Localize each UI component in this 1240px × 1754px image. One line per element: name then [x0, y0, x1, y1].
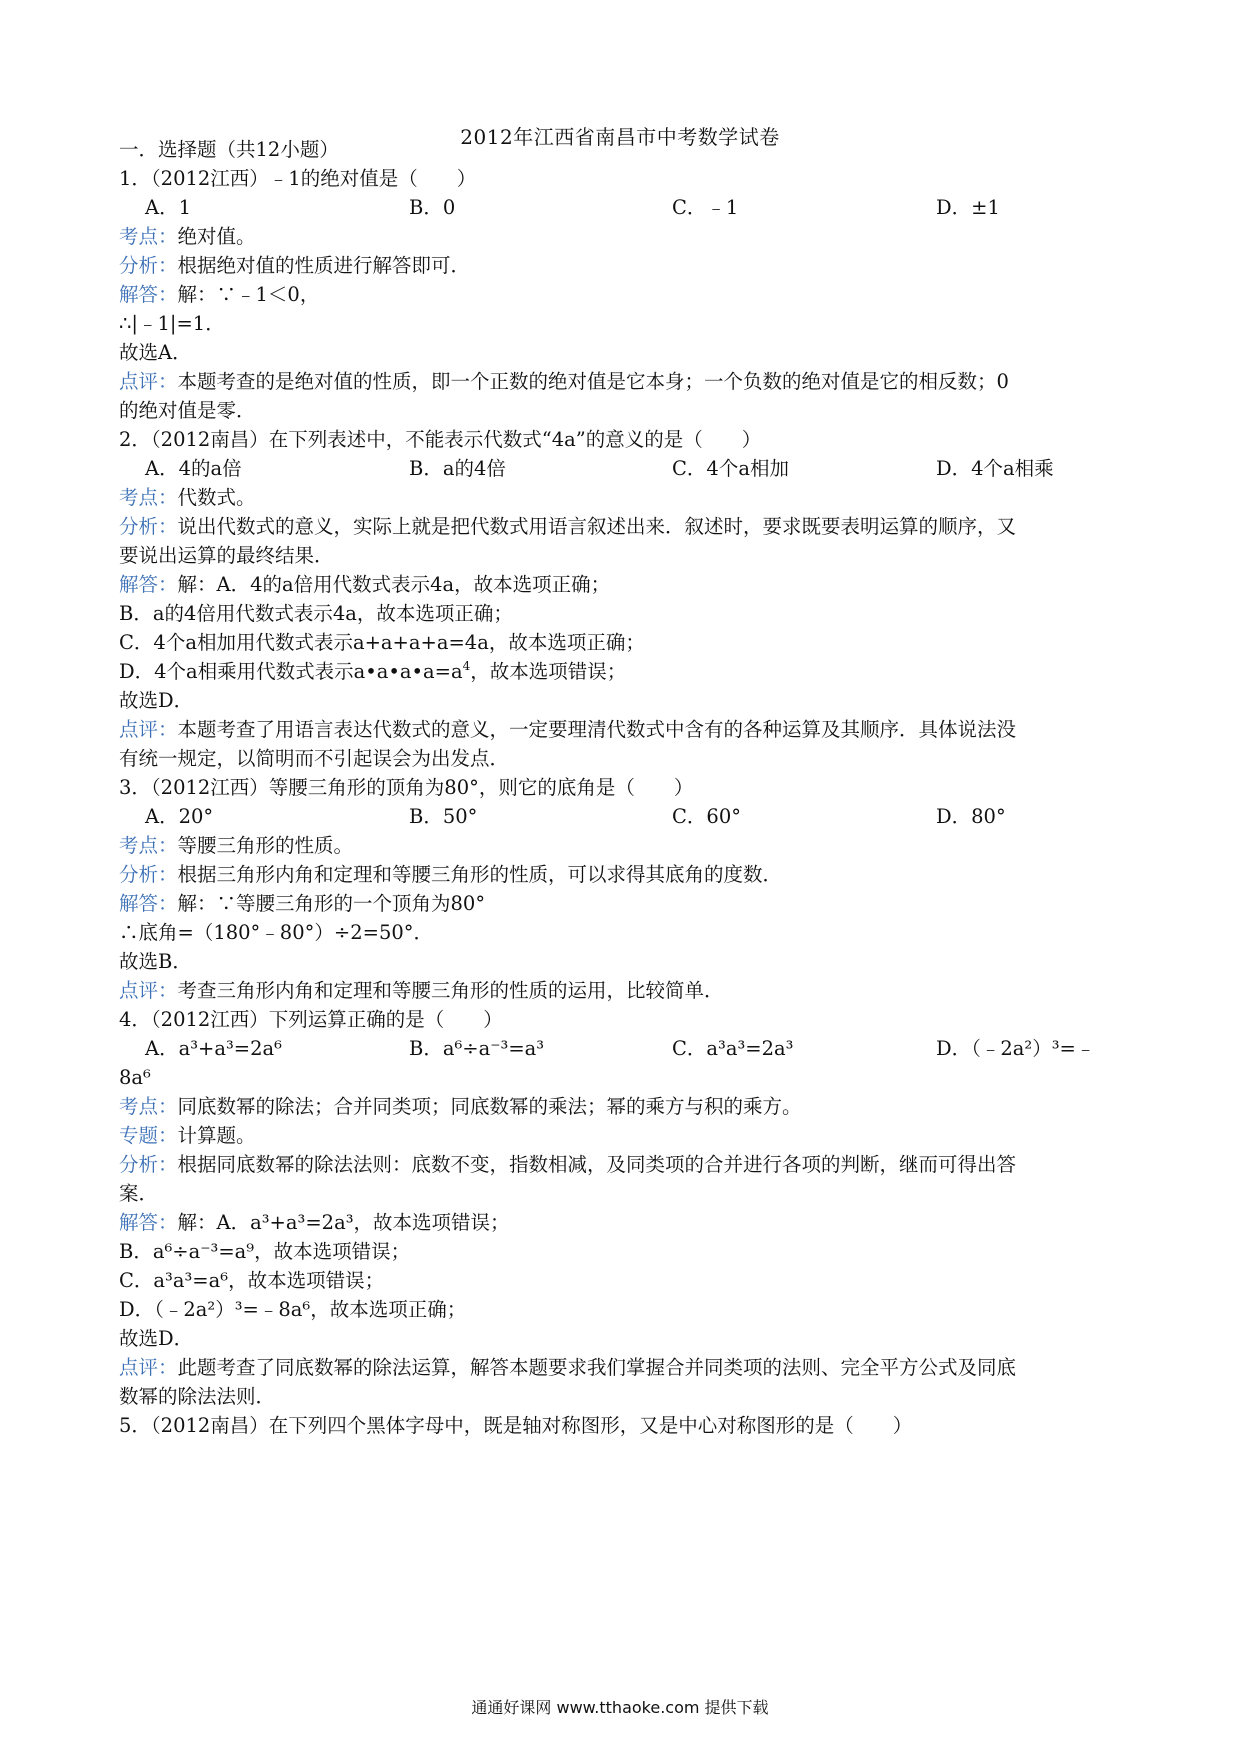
q4-option-b: B．a⁶÷a⁻³=a³	[409, 1037, 545, 1060]
q2-fenxi-cont: 要说出运算的最终结果．	[119, 544, 334, 567]
q2-option-b: B．a的4倍	[409, 457, 506, 480]
q4-jieda	[119, 1207, 1129, 1239]
q4-answer: 故选D．	[119, 1327, 194, 1350]
jieda-label: 解答：	[119, 1211, 178, 1234]
q1-fenxi	[119, 250, 1129, 282]
fenxi-label: 分析：	[119, 863, 178, 886]
q3-jieda	[119, 888, 1129, 920]
dianping-label: 点评：	[119, 1356, 178, 1379]
section-header: 一．选择题（共12小题）	[119, 138, 339, 161]
q1-option-a: A．1	[145, 196, 191, 219]
q3-fenxi	[119, 859, 1129, 891]
q1-dianping-text: 本题考查的是绝对值的性质，即一个正数的绝对值是它本身；一个负数的绝对值是它的相反数；0	[177, 370, 1009, 393]
q4-solution-c: C．a³a³=a⁶，故本选项错误；	[119, 1269, 385, 1292]
q2-kaodian	[119, 482, 1129, 514]
q1-option-d: D．±1	[936, 196, 1000, 219]
q3-option-d: D．80°	[936, 805, 1006, 828]
q3-dianping-text: 考查三角形内角和定理和等腰三角形的性质的运用，比较简单．	[177, 979, 724, 1002]
q1-kaodian-text: 绝对值。	[177, 225, 256, 248]
dianping-label: 点评：	[119, 979, 178, 1002]
q4-dianping-text: 此题考查了同底数幂的除法运算，解答本题要求我们掌握合并同类项的法则、完全平方公式及同底	[177, 1356, 1017, 1379]
q2-dianping	[119, 714, 1129, 746]
page-title: 2012年江西省南昌市中考数学试卷	[460, 125, 780, 149]
q3-kaodian	[119, 830, 1129, 862]
q3-dianping	[119, 975, 1129, 1007]
page-footer: 通通好课网 www.tthaoke.com 提供下载	[471, 1698, 769, 1717]
q4-solution-d: D．（﹣2a²）³=﹣8a⁶，故本选项正确；	[119, 1298, 467, 1321]
q4-jieda-text: 解：A．a³+a³=2a³，故本选项错误；	[177, 1211, 510, 1234]
q2-solution-d-text: D．4个a相乘用代数式表示a•a•a•a=a	[119, 660, 463, 683]
kaodian-label: 考点：	[119, 1095, 178, 1118]
q1-solution-line: ∴|﹣1|=1．	[119, 312, 225, 335]
q1-dianping	[119, 366, 1129, 398]
q4-dianping	[119, 1352, 1129, 1384]
fenxi-label: 分析：	[119, 1153, 178, 1176]
q4-zhuanti	[119, 1120, 1129, 1152]
q2-fenxi	[119, 511, 1129, 543]
q2-kaodian-text: 代数式。	[177, 486, 256, 509]
q3-option-a: A．20°	[145, 805, 214, 828]
kaodian-label: 考点：	[119, 834, 178, 857]
q2-jieda	[119, 569, 1129, 601]
q2-solution-c: C．4个a相加用代数式表示a+a+a+a=4a，故本选项正确；	[119, 631, 645, 654]
kaodian-label: 考点：	[119, 486, 178, 509]
q1-kaodian	[119, 221, 1129, 253]
q4-stem: 4．（2012江西）下列运算正确的是（ ）	[119, 1008, 503, 1031]
q2-dianping-cont: 有统一规定，以简明而不引起误会为出发点．	[119, 747, 510, 770]
q1-stem: 1．（2012江西）﹣1的绝对值是（ ）	[119, 167, 477, 190]
dianping-label: 点评：	[119, 370, 178, 393]
q3-stem: 3．（2012江西）等腰三角形的顶角为80°，则它的底角是（ ）	[119, 776, 694, 799]
q2-jieda-text: 解：A．4的a倍用代数式表示4a，故本选项正确；	[177, 573, 611, 596]
fenxi-label: 分析：	[119, 515, 178, 538]
q4-option-d: D．（﹣2a²）³=﹣	[936, 1037, 1096, 1060]
q2-solution-d	[119, 656, 1129, 688]
q3-option-c: C．60°	[672, 805, 741, 828]
zhuanti-label: 专题：	[119, 1124, 178, 1147]
q3-kaodian-text: 等腰三角形的性质。	[177, 834, 354, 857]
q2-answer: 故选D．	[119, 689, 194, 712]
jieda-label: 解答：	[119, 573, 178, 596]
q5-stem: 5．（2012南昌）在下列四个黑体字母中，既是轴对称图形，又是中心对称图形的是（ ）	[119, 1414, 913, 1437]
q1-option-c: C．﹣1	[672, 196, 739, 219]
q4-fenxi	[119, 1149, 1129, 1181]
q1-dianping-cont: 的绝对值是零．	[119, 399, 256, 422]
q2-fenxi-text: 说出代数式的意义，实际上就是把代数式用语言叙述出来．叙述时，要求既要表明运算的顺序，又	[177, 515, 1017, 538]
jieda-label: 解答：	[119, 892, 178, 915]
q3-fenxi-text: 根据三角形内角和定理和等腰三角形的性质，可以求得其底角的度数．	[177, 863, 783, 886]
q2-dianping-text: 本题考查了用语言表达代数式的意义，一定要理清代数式中含有的各种运算及其顺序．具体说法没	[177, 718, 1017, 741]
q2-option-d: D．4个a相乘	[936, 457, 1054, 480]
q4-kaodian-text: 同底数幂的除法；合并同类项；同底数幂的乘法；幂的乘方与积的乘方。	[177, 1095, 802, 1118]
kaodian-label: 考点：	[119, 225, 178, 248]
q4-solution-b: B．a⁶÷a⁻³=a⁹，故本选项错误；	[119, 1240, 411, 1263]
q2-stem: 2．（2012南昌）在下列表述中，不能表示代数式“4a”的意义的是（ ）	[119, 428, 762, 451]
q3-jieda-text: 解：∵等腰三角形的一个顶角为80°	[177, 892, 486, 915]
q2-option-a: A．4的a倍	[145, 457, 242, 480]
q3-solution-line: ∴底角=（180°﹣80°）÷2=50°．	[119, 921, 434, 944]
q2-option-c: C．4个a相加	[672, 457, 789, 480]
q4-option-c: C．a³a³=2a³	[672, 1037, 794, 1060]
q1-fenxi-text: 根据绝对值的性质进行解答即可．	[177, 254, 471, 277]
q4-kaodian	[119, 1091, 1129, 1123]
q2-solution-d-tail: ，故本选项错误；	[470, 660, 627, 683]
q4-fenxi-cont: 案．	[119, 1182, 159, 1205]
q1-option-b: B．0	[409, 196, 456, 219]
q1-jieda	[119, 279, 1129, 311]
q1-jieda-text: 解：∵﹣1＜0，	[177, 283, 320, 306]
q4-option-d-cont: 8a⁶	[119, 1066, 151, 1089]
q2-solution-d-exponent: 4	[462, 659, 471, 673]
q4-fenxi-text: 根据同底数幂的除法法则：底数不变，指数相减，及同类项的合并进行各项的判断，继而可得出答	[177, 1153, 1017, 1176]
fenxi-label: 分析：	[119, 254, 178, 277]
dianping-label: 点评：	[119, 718, 178, 741]
q2-solution-b: B．a的4倍用代数式表示4a，故本选项正确；	[119, 602, 513, 625]
q4-option-a: A．a³+a³=2a⁶	[145, 1037, 282, 1060]
jieda-label: 解答：	[119, 283, 178, 306]
q4-dianping-cont: 数幂的除法法则．	[119, 1385, 276, 1408]
q3-option-b: B．50°	[409, 805, 478, 828]
q1-answer: 故选A．	[119, 341, 192, 364]
q3-answer: 故选B．	[119, 950, 192, 973]
q4-zhuanti-text: 计算题。	[177, 1124, 256, 1147]
